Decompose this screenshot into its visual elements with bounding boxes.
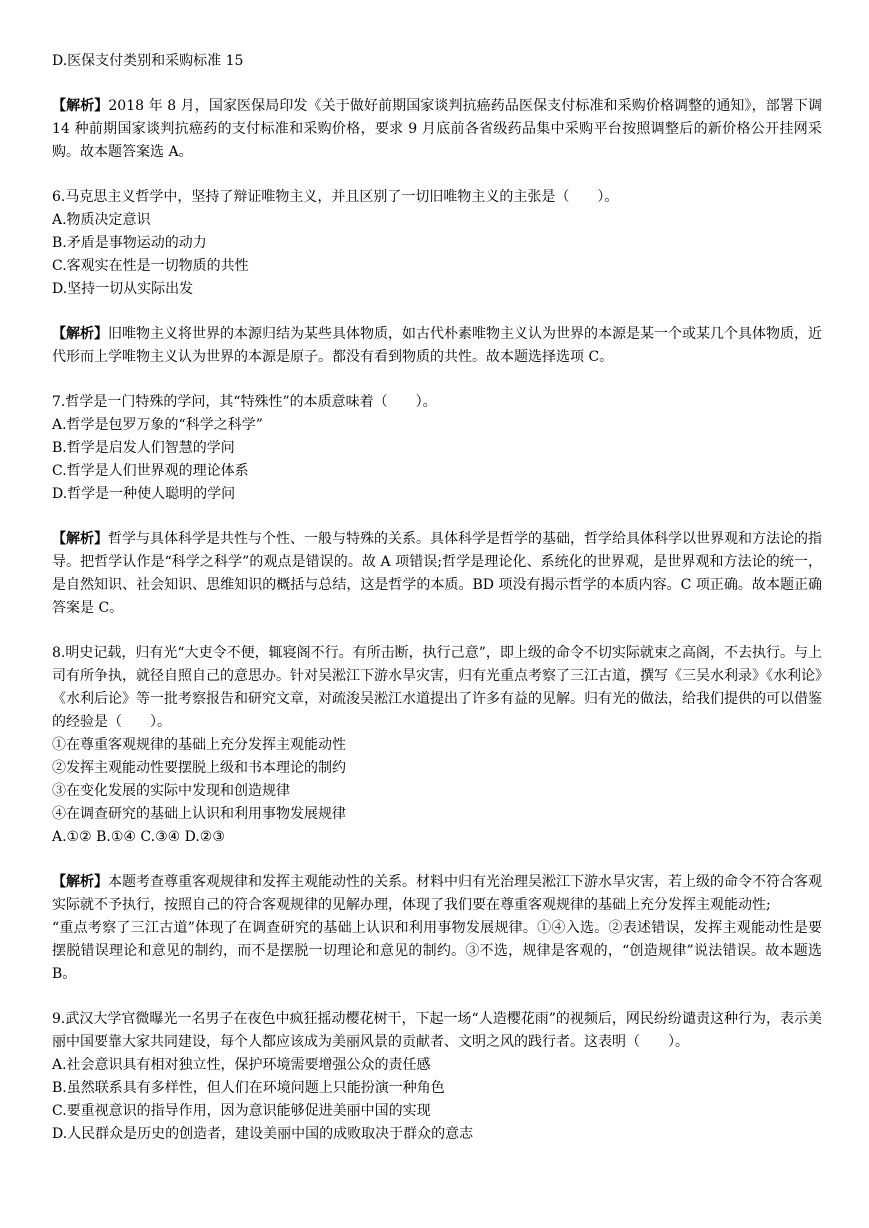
- q8-analysis-1: [52, 871, 822, 917]
- q9-stem: 9.武汉大学官微曝光一名男子在夜色中疯狂摇动樱花树干，下起一场“人造樱花雨”的视频后，网民纷纷谴责这种行为，表示美丽中国要靠大家共同建设，每个人都应该成为美丽风景的贡献者、文明之风的践行者。这表明（ ）。: [52, 1011, 822, 1050]
- analysis-tag: 【解析】: [52, 98, 109, 114]
- q9-option-c: C.要重视意识的指导作用，因为意识能够促进美丽中国的实现: [52, 1103, 431, 1119]
- q6-option-a: A.物质决定意识: [52, 212, 151, 228]
- analysis-tag: 【解析】: [52, 874, 108, 890]
- analysis-text: 本题考查尊重客观规律和发挥主观能动性的关系。材料中归有光治理吴淞江下游水旱灾害，若上级的命令不符合客观实际就不予执行，按照自己的符合客观规律的见解办理，体现了我们要在尊重客观规律的基础上充分发挥主观能动性;: [52, 874, 822, 913]
- q6-stem: 6.马克思主义哲学中，坚持了辩证唯物主义，并且区别了一切旧唯物主义的主张是（ ）。: [52, 189, 619, 205]
- q8-choices: A.①② B.①④ C.③④ D.②③: [52, 829, 225, 845]
- q7-option-b: B.哲学是启发人们智慧的学问: [52, 440, 235, 456]
- q7-stem: 7.哲学是一门特殊的学问，其“特殊性”的本质意味着（ ）。: [52, 394, 437, 410]
- q6-option-b: B.矛盾是事物运动的动力: [52, 235, 207, 251]
- q9-option-b: B.虽然联系具有多样性，但人们在环境问题上只能扮演一种角色: [52, 1080, 445, 1096]
- analysis-text: 2018 年 8 月，国家医保局印发《关于做好前期国家谈判抗癌药品医保支付标准和采购价格调整的通知》，部署下调 14 种前期国家谈判抗癌药的支付标准和采购价格，要求 9 月底前各省级药品集中采购平台按照调整后的新价格公开挂网采购。故本题答案选 A。: [52, 98, 822, 160]
- q6-option-d: D.坚持一切从实际出发: [52, 281, 194, 297]
- analysis-text: 哲学与具体科学是共性与个性、一般与特殊的关系。具体科学是哲学的基础，哲学给具体科学以世界观和方法论的指导。把哲学认作是“科学之科学”的观点是错误的。故 A 项错误;哲学是理论化、系统化的世界观，是世界观和方法论的统一，是自然知识、社会知识、思维知识的概括与总结，这是哲学的本质。BD 项没有揭示哲学的本质内容。C 项正确。故本题正确答案是 C。: [52, 531, 822, 616]
- q8-item-3: ③在变化发展的实际中发现和创造规律: [52, 783, 290, 799]
- q9-option-d: D.人民群众是历史的创造者，建设美丽中国的成败取决于群众的意志: [52, 1126, 474, 1142]
- analysis-tag: 【解析】: [52, 531, 108, 547]
- q7-option-a: A.哲学是包罗万象的“科学之科学”: [52, 417, 263, 433]
- q8-stem: 8.明史记载，归有光“大吏令不便，辄寝阁不行。有所击断，执行己意”，即上级的命令不切实际就束之高阁，不去执行。与上司有所争执，就径自照自己的意思办。针对吴淞江下游水旱灾害，归有光重点考察了三江古道，撰写《三吴水利录》《水利论》《水利后论》等一批考察报告和研究文章，对疏浚吴淞江水道提出了许多有益的见解。归有光的做法，给我们提供的可以借鉴的经验是（ ）。: [52, 645, 822, 730]
- analysis-tag: 【解析】: [52, 326, 108, 342]
- q8-item-4: ④在调查研究的基础上认识和利用事物发展规律: [52, 806, 346, 822]
- q8-item-1: ①在尊重客观规律的基础上充分发挥主观能动性: [52, 737, 346, 753]
- q6-option-c: C.客观实在性是一切物质的共性: [52, 258, 249, 274]
- q7-analysis: [52, 528, 822, 620]
- q8-item-2: ②发挥主观能动性要摆脱上级和书本理论的制约: [52, 760, 346, 776]
- q6-analysis: [52, 323, 822, 369]
- q7-option-c: C.哲学是人们世界观的理论体系: [52, 463, 249, 479]
- q9-option-a: A.社会意识具有相对独立性，保护环境需要增强公众的责任感: [52, 1057, 431, 1073]
- q5-option-d: D.医保支付类别和采购标准 15: [52, 53, 244, 69]
- document-page: [52, 50, 822, 1146]
- q7-option-d: D.哲学是一种使人聪明的学问: [52, 486, 236, 502]
- analysis-text: 旧唯物主义将世界的本源归结为某些具体物质，如古代朴素唯物主义认为世界的本源是某一个或某几个具体物质，近代形而上学唯物主义认为世界的本源是原子。都没有看到物质的共性。故本题选择选项 C。: [52, 326, 822, 365]
- q5-analysis: [52, 95, 822, 164]
- q8-analysis-2: “重点考察了三江古道”体现了在调查研究的基础上认识和利用事物发展规律。①④入选。②表述错误，发挥主观能动性是要摆脱错误理论和意见的制约，而不是摆脱一切理论和意见的制约。③不选，规律是客观的，“创造规律”说法错误。故本题选 B。: [52, 920, 822, 982]
